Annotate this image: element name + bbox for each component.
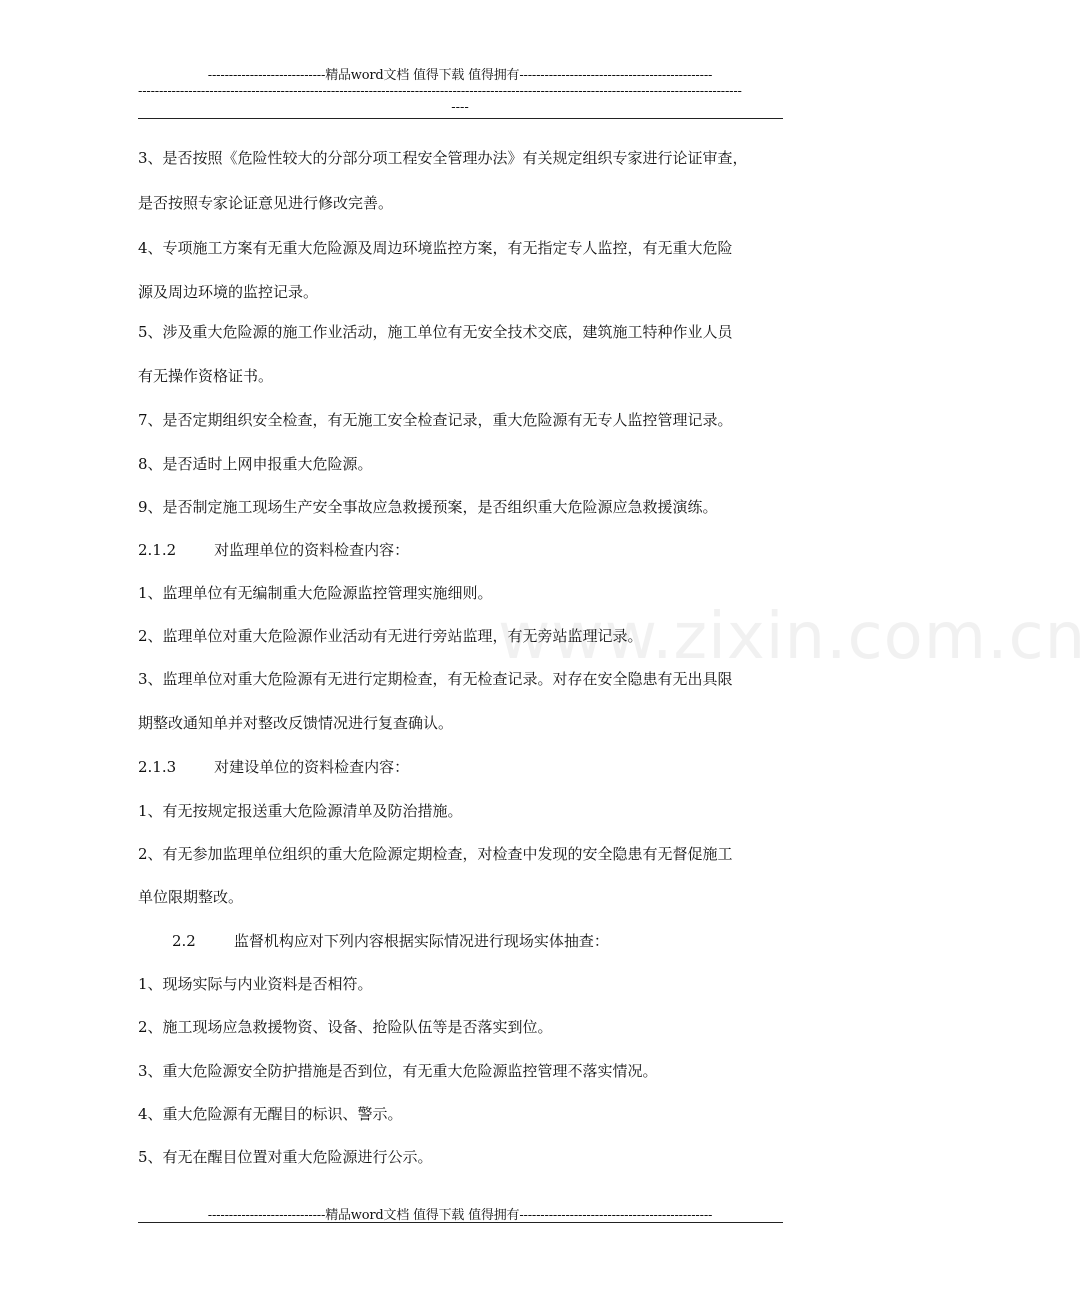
list-item: 2、监理单位对重大危险源作业活动有无进行旁站监理，有无旁站监理记录。	[138, 627, 643, 645]
watermark: www.zixin.com.cn	[498, 600, 1086, 674]
section-number: 2.2	[172, 932, 196, 950]
section-heading-2-1-3	[138, 757, 783, 777]
list-item: 2、有无参加监理单位组织的重大危险源定期检查，对检查中发现的安全隐患有无督促施工	[138, 845, 733, 863]
paragraph-line: 是否按照专家论证意见进行修改完善。	[138, 194, 394, 212]
footer-banner: ----------------------------精品word文档 值得下载 值得拥有----------------------------------------------	[207, 1208, 713, 1223]
footer-rule	[138, 1222, 783, 1223]
header-banner: ----------------------------精品word文档 值得下载 值得拥有----------------------------------------------	[207, 68, 713, 83]
document-body	[138, 0, 783, 1302]
list-item: 5、有无在醒目位置对重大危险源进行公示。	[138, 1148, 433, 1166]
list-item: 3、监理单位对重大危险源有无进行定期检查，有无检查记录。对存在安全隐患有无出具限	[138, 670, 733, 688]
section-number: 2.1.3	[138, 758, 177, 776]
list-item: 单位限期整改。	[138, 888, 244, 906]
section-heading-2-1-2	[138, 540, 783, 560]
paragraph-line: 4、专项施工方案有无重大危险源及周边环境监控方案，有无指定专人监控，有无重大危险	[138, 239, 733, 257]
paragraph-line: 5、涉及重大危险源的施工作业活动，施工单位有无安全技术交底，建筑施工特种作业人员	[138, 323, 733, 341]
section-number: 2.1.2	[138, 541, 177, 559]
paragraph-line: 3、是否按照《危险性较大的分部分项工程安全管理办法》有关规定组织专家进行论证审查，	[138, 149, 748, 167]
section-title: 对建设单位的资料检查内容：	[214, 758, 410, 776]
paragraph-line: 有无操作资格证书。	[138, 367, 274, 385]
list-item: 2、施工现场应急救援物资、设备、抢险队伍等是否落实到位。	[138, 1018, 553, 1036]
section-heading-2-2	[138, 931, 817, 951]
header-dash-tail: ----	[451, 100, 469, 115]
list-item: 期整改通知单并对整改反馈情况进行复查确认。	[138, 714, 454, 732]
list-item: 1、现场实际与内业资料是否相符。	[138, 975, 373, 993]
list-item: 3、重大危险源安全防护措施是否到位，有无重大危险源监控管理不落实情况。	[138, 1062, 658, 1080]
paragraph-line: 7、是否定期组织安全检查，有无施工安全检查记录，重大危险源有无专人监控管理记录。	[138, 411, 733, 429]
paragraph-line: 9、是否制定施工现场生产安全事故应急救援预案，是否组织重大危险源应急救援演练。	[138, 498, 718, 516]
paragraph-line: 源及周边环境的监控记录。	[138, 283, 319, 301]
list-item: 1、有无按规定报送重大危险源清单及防治措施。	[138, 802, 463, 820]
header-dash-line: ------------------------------------------------------------------------------------------------------------------------------------------------	[138, 84, 742, 99]
section-title: 监督机构应对下列内容根据实际情况进行现场实体抽查：	[233, 932, 609, 950]
list-item: 4、重大危险源有无醒目的标识、警示。	[138, 1105, 403, 1123]
paragraph-line: 8、是否适时上网申报重大危险源。	[138, 455, 373, 473]
list-item: 1、监理单位有无编制重大危险源监控管理实施细则。	[138, 584, 493, 602]
section-title: 对监理单位的资料检查内容：	[214, 541, 410, 559]
